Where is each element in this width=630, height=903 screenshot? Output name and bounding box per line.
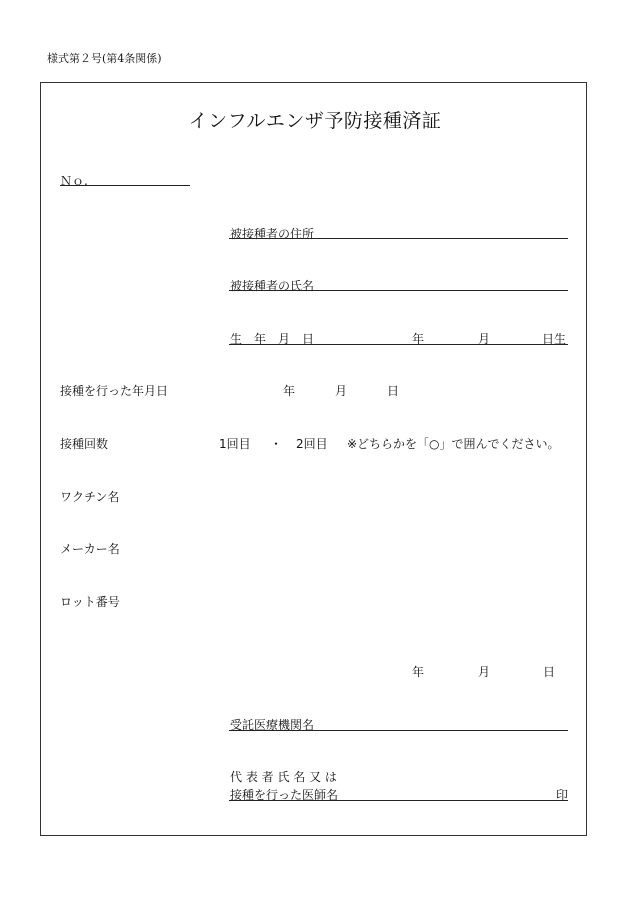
issue-year-unit: 年: [412, 665, 425, 679]
form-number-label: 様式第２号(第4条関係): [47, 52, 162, 65]
dose-instruction-note: ※どちらかを「○」で囲んでください。: [347, 437, 560, 451]
birthdate-label: 生 年 月 日: [230, 332, 315, 346]
birth-day-unit: 日生: [542, 332, 567, 346]
issue-month-unit: 月: [478, 665, 491, 679]
vaccine-name-label: ワクチン名: [60, 490, 120, 504]
lot-number-label: ロット番号: [60, 595, 120, 609]
name-label: 被接種者の氏名: [230, 279, 315, 293]
institution-label: 受託医療機関名: [230, 718, 315, 732]
number-field-line[interactable]: [60, 185, 190, 186]
maker-name-label: メーカー名: [60, 542, 120, 556]
birthdate-field-line[interactable]: [229, 344, 568, 345]
representative-label: 代 表 者 氏 名 又 は: [230, 770, 337, 784]
dose-second-option[interactable]: 2回目: [296, 437, 328, 451]
issue-day-unit: 日: [543, 665, 556, 679]
number-label: Ｎｏ.: [60, 174, 88, 188]
birth-year-unit: 年: [412, 332, 425, 346]
doctor-name-label: 接種を行った医師名: [230, 788, 339, 802]
vaccination-date-label: 接種を行った年月日: [60, 384, 169, 398]
doctor-field-line[interactable]: [229, 800, 568, 801]
vaccination-day-unit: 日: [387, 384, 400, 398]
institution-field-line[interactable]: [229, 730, 568, 731]
birth-month-unit: 月: [478, 332, 491, 346]
vaccination-year-unit: 年: [283, 384, 296, 398]
dose-first-option[interactable]: 1回目: [219, 437, 251, 451]
certificate-title: インフルエンザ予防接種済証: [188, 110, 442, 132]
vaccination-month-unit: 月: [335, 384, 348, 398]
address-label: 被接種者の住所: [230, 227, 315, 241]
seal-mark: 印: [556, 788, 569, 802]
dose-separator: ・: [270, 437, 283, 451]
dose-count-label: 接種回数: [60, 437, 109, 451]
address-field-line[interactable]: [229, 238, 568, 239]
name-field-line[interactable]: [229, 290, 568, 291]
